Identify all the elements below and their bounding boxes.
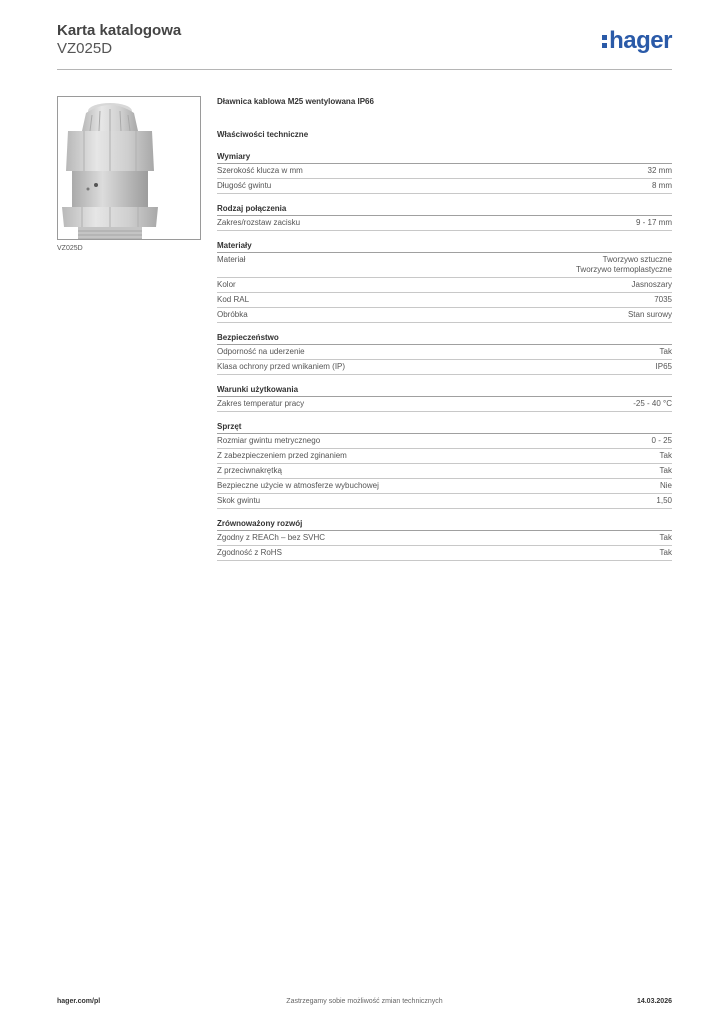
logo-colon-mark bbox=[602, 32, 607, 48]
property-value-line: Stan surowy bbox=[627, 310, 672, 319]
property-section bbox=[217, 240, 672, 323]
property-row bbox=[217, 278, 672, 293]
product-name: Dławnica kablowa M25 wentylowana IP66 bbox=[217, 97, 374, 106]
footer-website-link[interactable]: hager.com/pl bbox=[57, 998, 101, 1005]
property-value bbox=[633, 399, 672, 409]
property-row bbox=[217, 494, 672, 509]
property-section bbox=[217, 384, 672, 412]
property-value-line: Jasnoszary bbox=[631, 280, 672, 289]
property-label: Bezpieczne użycie w atmosferze wybuchowej bbox=[217, 481, 379, 490]
property-row bbox=[217, 253, 672, 278]
property-value-line: 32 mm bbox=[647, 166, 672, 175]
section-title: Sprzęt bbox=[217, 421, 672, 434]
property-row bbox=[217, 216, 672, 231]
property-row bbox=[217, 464, 672, 479]
property-row bbox=[217, 479, 672, 494]
property-row bbox=[217, 164, 672, 179]
property-label: Zakres temperatur pracy bbox=[217, 399, 305, 408]
property-label: Kolor bbox=[217, 280, 236, 289]
property-label: Szerokość klucza w mm bbox=[217, 166, 303, 175]
property-section bbox=[217, 421, 672, 509]
property-row bbox=[217, 360, 672, 375]
logo-text: hager bbox=[609, 27, 672, 54]
footer-disclaimer: Zastrzegamy sobie możliwość zmian technicznych bbox=[286, 998, 443, 1005]
property-value bbox=[636, 218, 672, 228]
property-label: Skok gwintu bbox=[217, 496, 261, 505]
property-value-line: Tworzywo termoplastyczne bbox=[575, 265, 672, 274]
property-value-line: Tak bbox=[659, 548, 672, 557]
property-value-line: 9 - 17 mm bbox=[635, 218, 672, 227]
property-value bbox=[660, 466, 672, 476]
image-caption: VZ025D bbox=[57, 245, 83, 252]
property-value-line: IP65 bbox=[655, 362, 672, 371]
property-label: Zgodność z RoHS bbox=[217, 548, 282, 557]
property-label: Zakres/rozstaw zacisku bbox=[217, 218, 301, 227]
properties-sections bbox=[217, 151, 672, 561]
property-label: Kod RAL bbox=[217, 295, 250, 304]
property-value-line: 0 - 25 bbox=[651, 436, 672, 445]
property-label: Rozmiar gwintu metrycznego bbox=[217, 436, 321, 445]
property-section bbox=[217, 518, 672, 561]
property-row bbox=[217, 345, 672, 360]
cable-gland-illustration bbox=[58, 97, 201, 240]
property-label: Klasa ochrony przed wnikaniem (IP) bbox=[217, 362, 346, 371]
property-value bbox=[660, 481, 672, 491]
property-value bbox=[660, 533, 672, 543]
property-value-line: -25 - 40 °C bbox=[633, 399, 672, 408]
property-row bbox=[217, 308, 672, 323]
property-value-line: 7035 bbox=[654, 295, 672, 304]
properties-heading: Właściwości techniczne bbox=[217, 130, 309, 139]
document-title: Karta katalogowa bbox=[57, 22, 182, 39]
property-label: Długość gwintu bbox=[217, 181, 272, 190]
property-value bbox=[654, 295, 672, 305]
section-title: Wymiary bbox=[217, 151, 672, 164]
property-value bbox=[652, 436, 672, 446]
product-image bbox=[57, 96, 201, 240]
product-code: VZ025D bbox=[57, 40, 113, 57]
property-section bbox=[217, 203, 672, 231]
property-row bbox=[217, 434, 672, 449]
property-value bbox=[660, 347, 672, 357]
property-label: Materiał bbox=[217, 255, 246, 264]
property-row bbox=[217, 531, 672, 546]
product-details bbox=[217, 96, 672, 570]
section-title: Materiały bbox=[217, 240, 672, 253]
property-row bbox=[217, 293, 672, 308]
document-header bbox=[57, 22, 672, 70]
property-value bbox=[652, 181, 672, 191]
property-value-line: Tak bbox=[659, 347, 672, 356]
hager-logo[interactable] bbox=[602, 28, 672, 54]
property-label: Z przeciwnakrętką bbox=[217, 466, 282, 475]
property-value-line: Nie bbox=[659, 481, 672, 490]
property-value-line: Tak bbox=[659, 466, 672, 475]
property-label: Obróbka bbox=[217, 310, 248, 319]
property-value bbox=[656, 496, 672, 506]
property-value-line: Tworzywo sztuczne bbox=[602, 255, 672, 264]
section-title: Rodzaj połączenia bbox=[217, 203, 672, 216]
property-value bbox=[628, 310, 672, 320]
property-row bbox=[217, 449, 672, 464]
property-value bbox=[576, 255, 672, 275]
property-value-line: Tak bbox=[659, 451, 672, 460]
property-value-line: 1,50 bbox=[656, 496, 672, 505]
property-label: Z zabezpieczeniem przed zginaniem bbox=[217, 451, 347, 460]
property-section bbox=[217, 332, 672, 375]
property-value bbox=[632, 280, 672, 290]
property-value bbox=[656, 362, 672, 372]
property-row bbox=[217, 397, 672, 412]
property-value-line: Tak bbox=[659, 533, 672, 542]
property-row bbox=[217, 546, 672, 561]
property-section bbox=[217, 151, 672, 194]
property-value bbox=[660, 451, 672, 461]
property-row bbox=[217, 179, 672, 194]
footer-date: 14.03.2026 bbox=[636, 998, 672, 1005]
section-title: Bezpieczeństwo bbox=[217, 332, 672, 345]
property-value bbox=[660, 548, 672, 558]
section-title: Zrównoważony rozwój bbox=[217, 518, 672, 531]
property-value bbox=[648, 166, 672, 176]
property-value-line: 8 mm bbox=[652, 181, 672, 190]
section-title: Warunki użytkowania bbox=[217, 384, 672, 397]
property-label: Odporność na uderzenie bbox=[217, 347, 305, 356]
property-label: Zgodny z REACh – bez SVHC bbox=[217, 533, 326, 542]
